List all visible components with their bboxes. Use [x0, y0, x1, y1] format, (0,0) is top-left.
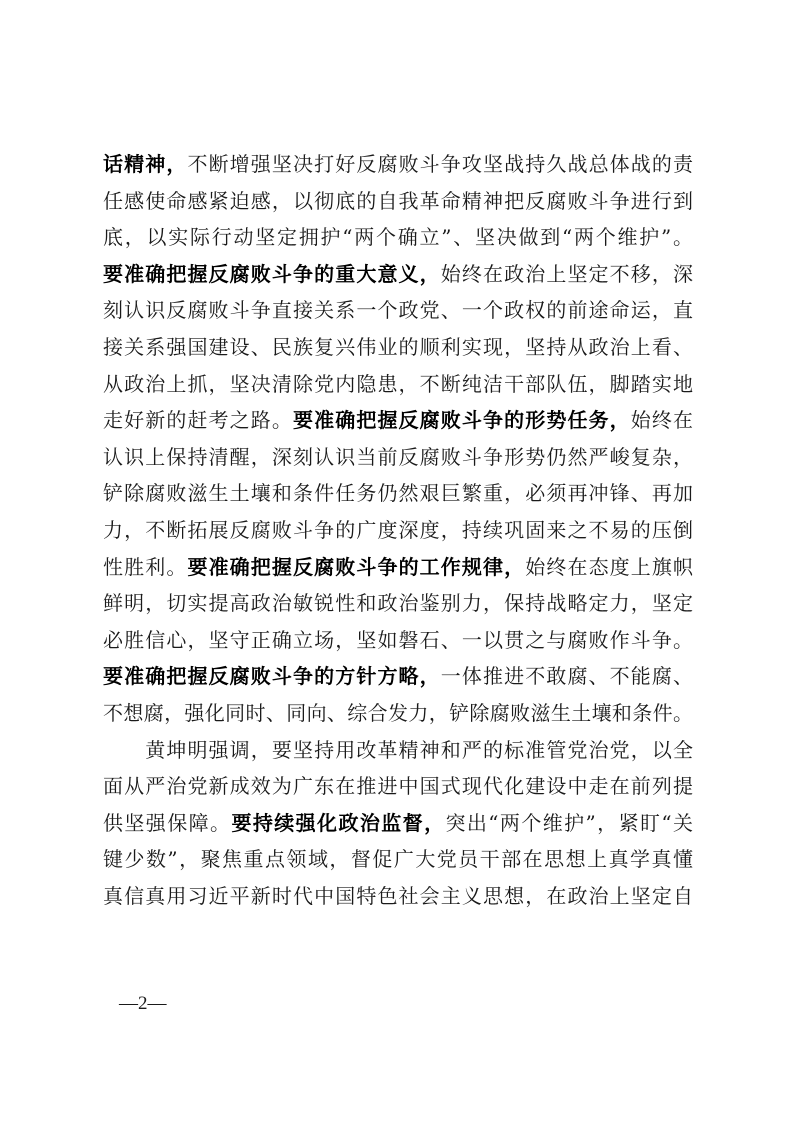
text-line [103, 880, 693, 912]
body-text-segment: 铲除腐败滋生土壤和条件任务仍然艰巨繁重，必须再冲锋、再加 [103, 481, 693, 506]
body-text-segment: 性胜利。 [103, 554, 188, 579]
body-text-segment: 键少数”，聚焦重点领域，督促广大党员干部在思想上真学真懂 [103, 847, 693, 872]
body-text-segment: 不断增强坚决打好反腐败斗争攻坚战持久战总体战的责 [187, 152, 694, 176]
text-line [103, 770, 693, 802]
text-line [103, 734, 693, 766]
body-text-segment: 从政治上抓，坚决清除党内隐患，不断纯洁干部队伍，脚踏实地 [103, 371, 693, 396]
text-line [103, 441, 693, 473]
body-text-segment: 刻认识反腐败斗争直接关系一个政党、一个政权的前途命运，直 [103, 298, 693, 323]
text-line [103, 185, 693, 217]
text-line [103, 477, 693, 509]
text-line [103, 514, 693, 546]
text-line [103, 551, 693, 583]
body-text-segment: 认识上保持清醒，深刻认识当前反腐败斗争形势仍然严峻复杂， [103, 444, 693, 469]
body-text-segment: 始终在 [630, 408, 694, 433]
bold-heading-text: 话精神， [103, 152, 188, 176]
text-line [103, 331, 693, 363]
body-text-segment: 一体推进不敢腐、不能腐、 [440, 664, 694, 689]
text-line [103, 221, 693, 253]
body-text-segment: 突出“两个维护”，紧盯“关 [445, 810, 694, 835]
body-text-segment: 供坚强保障。 [103, 810, 232, 835]
body-text-segment: 始终在态度上旗帜 [525, 554, 694, 579]
body-text-segment: 接关系强国建设、民族复兴伟业的顺利实现，坚持从政治上看、 [103, 335, 693, 359]
body-text-segment: 任感使命感紧迫感，以彻底的自我革命精神把反腐败斗争进行到 [103, 188, 693, 213]
text-line [103, 697, 693, 729]
body-text-segment: 走好新的赶考之路。 [103, 408, 293, 433]
page-number: —2— [119, 993, 167, 1014]
text-line [103, 660, 693, 692]
text-line [103, 294, 693, 326]
body-text-segment: 必胜信心，坚守正确立场，坚如磐石、一以贯之与腐败作斗争。 [103, 627, 693, 652]
bold-heading-text: 要准确把握反腐败斗争的形势任务， [293, 408, 631, 433]
text-line [103, 843, 693, 875]
body-text-segment: 面从严治党新成效为广东在推进中国式现代化建设中走在前列提 [103, 774, 693, 799]
text-line [103, 258, 693, 290]
body-text-segment: 始终在政治上坚定不移，深 [440, 261, 694, 286]
body-text-segment: 黄坤明强调，要坚持用改革精神和严的标准管党治党，以全 [103, 737, 693, 762]
bold-heading-text: 要准确把握反腐败斗争的重大意义， [103, 261, 441, 286]
bold-heading-text: 要持续强化政治监督， [231, 810, 446, 835]
body-text-segment: 真信真用习近平新时代中国特色社会主义思想，在政治上坚定自 [103, 884, 693, 908]
text-line [103, 404, 693, 436]
body-text-segment: 鲜明，切实提高政治敏锐性和政治鉴别力，保持战略定力，坚定 [103, 591, 693, 616]
text-line [103, 624, 693, 656]
text-line [103, 148, 693, 180]
body-text-segment: 不想腐，强化同时、同向、综合发力，铲除腐败滋生土壤和条件。 [103, 701, 693, 725]
text-line [103, 587, 693, 619]
bold-heading-text: 要准确把握反腐败斗争的方针方略， [103, 664, 441, 689]
bold-heading-text: 要准确把握反腐败斗争的工作规律， [187, 554, 526, 579]
text-line [103, 368, 693, 400]
body-text-segment: 底，以实际行动坚定拥护“两个确立”、坚决做到“两个维护”。 [103, 225, 693, 250]
text-line [103, 807, 693, 839]
body-text-segment: 力，不断拓展反腐败斗争的广度深度，持续巩固来之不易的压倒 [103, 518, 693, 542]
